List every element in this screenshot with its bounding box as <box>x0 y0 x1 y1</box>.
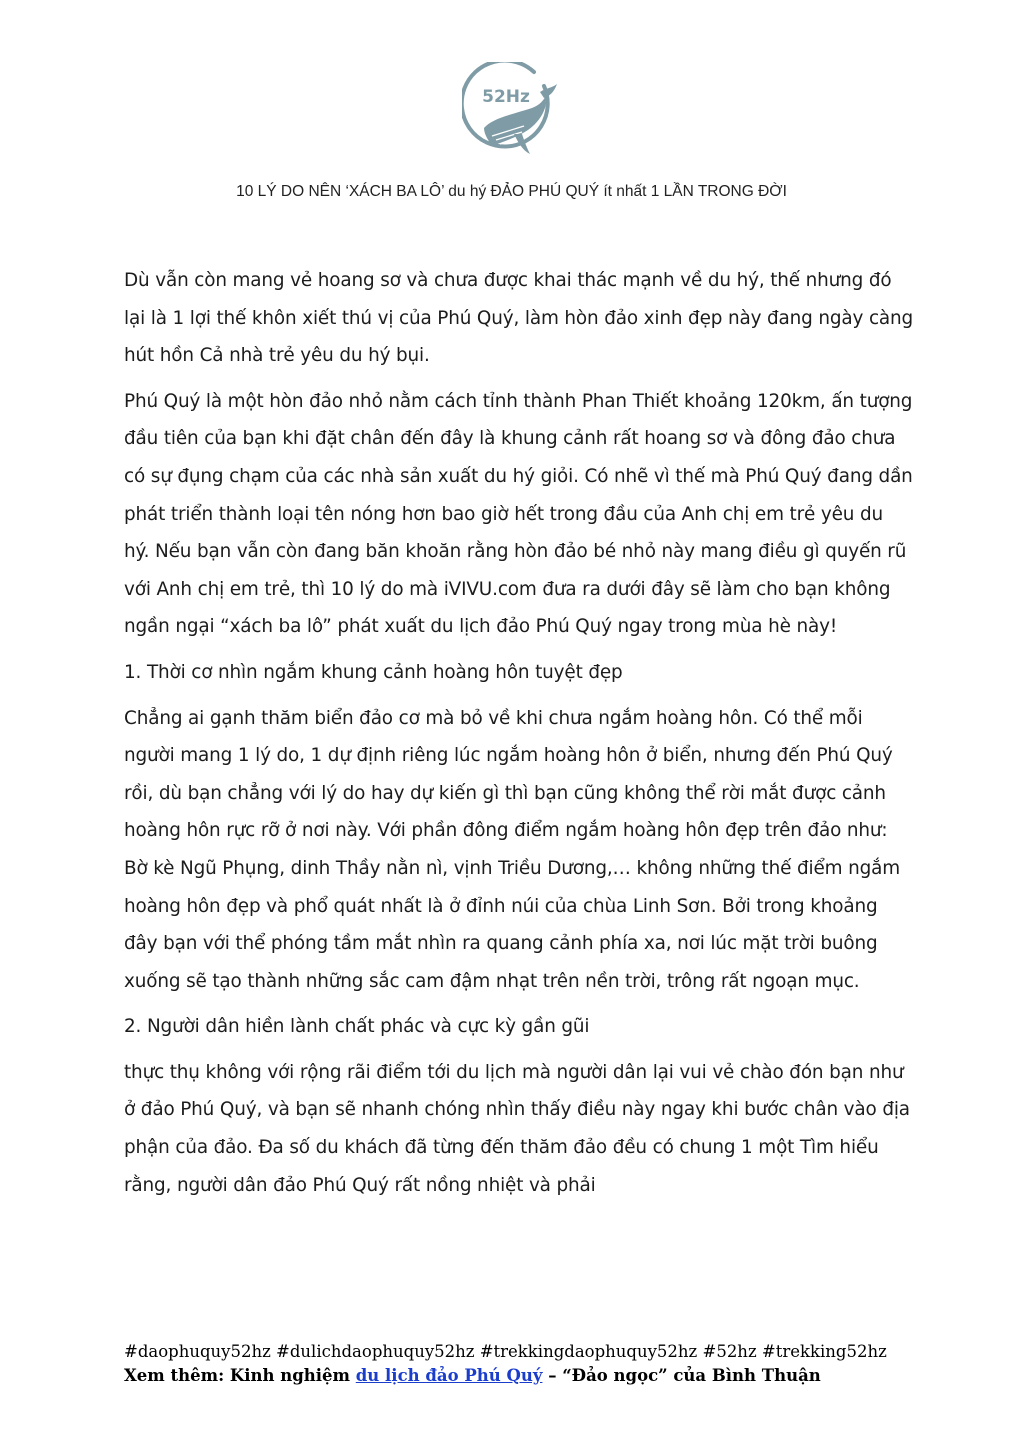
logo-text: 52Hz <box>482 87 530 107</box>
page-header-title: 10 LÝ DO NÊN ‘XÁCH BA LÔ’ du hý ĐẢO PHÚ QUÝ ít nhất 1 LẦN TRONG ĐỜI <box>236 183 787 200</box>
see-more-suffix: – “Đảo ngọc” của Bình Thuận <box>542 1366 821 1385</box>
section-heading-1: 1. Thời cơ nhìn ngắm khung cảnh hoàng hôn tuyệt đẹp <box>124 661 623 683</box>
page-footer <box>124 1340 924 1388</box>
section-1-paragraph: Chẳng ai gạnh thăm biển đảo cơ mà bỏ về khi chưa ngắm hoàng hôn. Có thể mỗi người mang 1 lý do, 1 dự định riêng lúc ngắm hoàng hôn ở biển, nhưng đến Phú Quý rồi, dù bạn chẳng với lý do hay dự kiến gì thì bạn cũng không thể rời mắt được cảnh hoàng hôn rực rỡ ở nơi này. Với phần đông điểm ngắm hoàng hôn đẹp trên đảo như: Bờ kè Ngũ Phụng, dinh Thầy nằn nì, vịnh Triều Dương,… không những thế điểm ngắm hoàng hôn đẹp và phổ quát nhất là ở đỉnh núi của chùa Linh Sơn. Bởi trong khoảng đây bạn với thể phóng tầm mắt nhìn ra quang cảnh phía xa, nơi lúc mặt trời buông xuống sẽ tạo thành những sắc cam đậm nhạt trên nền trời, trông rất ngoạn mục. <box>124 707 901 992</box>
travel-guide-link[interactable]: du lịch đảo Phú Quý <box>355 1366 543 1385</box>
see-more-prefix: Xem thêm: Kinh nghiệm <box>124 1366 356 1385</box>
footer-see-more <box>124 1364 924 1388</box>
footer-hashtags: #daophuquy52hz #dulichdaophuquy52hz #trekkingdaophuquy52hz #52hz #trekking52hz <box>124 1342 887 1361</box>
intro-paragraph-2: Phú Quý là một hòn đảo nhỏ nằm cách tỉnh thành Phan Thiết khoảng 120km, ấn tượng đầu tiên của bạn khi đặt chân đến đây là khung cảnh rất hoang sơ và đông đảo chưa có sự đụng chạm của các nhà sản xuất du hý giỏi. Có nhẽ vì thế mà Phú Quý đang dần phát triển thành loại tên nóng hơn bao giờ hết trong đầu của Anh chị em trẻ yêu du hý. Nếu bạn vẫn còn đang băn khoăn rằng hòn đảo bé nhỏ này mang điều gì quyến rũ với Anh chị em trẻ, thì 10 lý do mà iVIVU.com đưa ra dưới đây sẽ làm cho bạn không ngần ngại “xách ba lô” phát xuất du lịch đảo Phú Quý ngay trong mùa hè này! <box>124 390 913 638</box>
section-2-paragraph: thực thụ không với rộng rãi điểm tới du lịch mà người dân lại vui vẻ chào đón bạn như ở đảo Phú Quý, và bạn sẽ nhanh chóng nhìn thấy điều này ngay khi bước chân vào địa phận của đảo. Đa số du khách đã từng đến thăm đảo đều có chung 1 một Tìm hiểu rằng, người dân đảo Phú Quý rất nồng nhiệt và phải <box>124 1061 910 1196</box>
whale-logo-icon <box>462 62 562 162</box>
section-heading-2: 2. Người dân hiền lành chất phác và cực kỳ gần gũi <box>124 1016 590 1038</box>
article-body <box>124 262 914 1212</box>
brand-logo <box>462 62 562 162</box>
intro-paragraph-1: Dù vẫn còn mang vẻ hoang sơ và chưa được khai thác mạnh về du hý, thế nhưng đó lại là 1 lợi thế khôn xiết thú vị của Phú Quý, làm hòn đảo xinh đẹp này đang ngày càng hút hồn Cả nhà trẻ yêu du hý bụi. <box>124 270 914 367</box>
